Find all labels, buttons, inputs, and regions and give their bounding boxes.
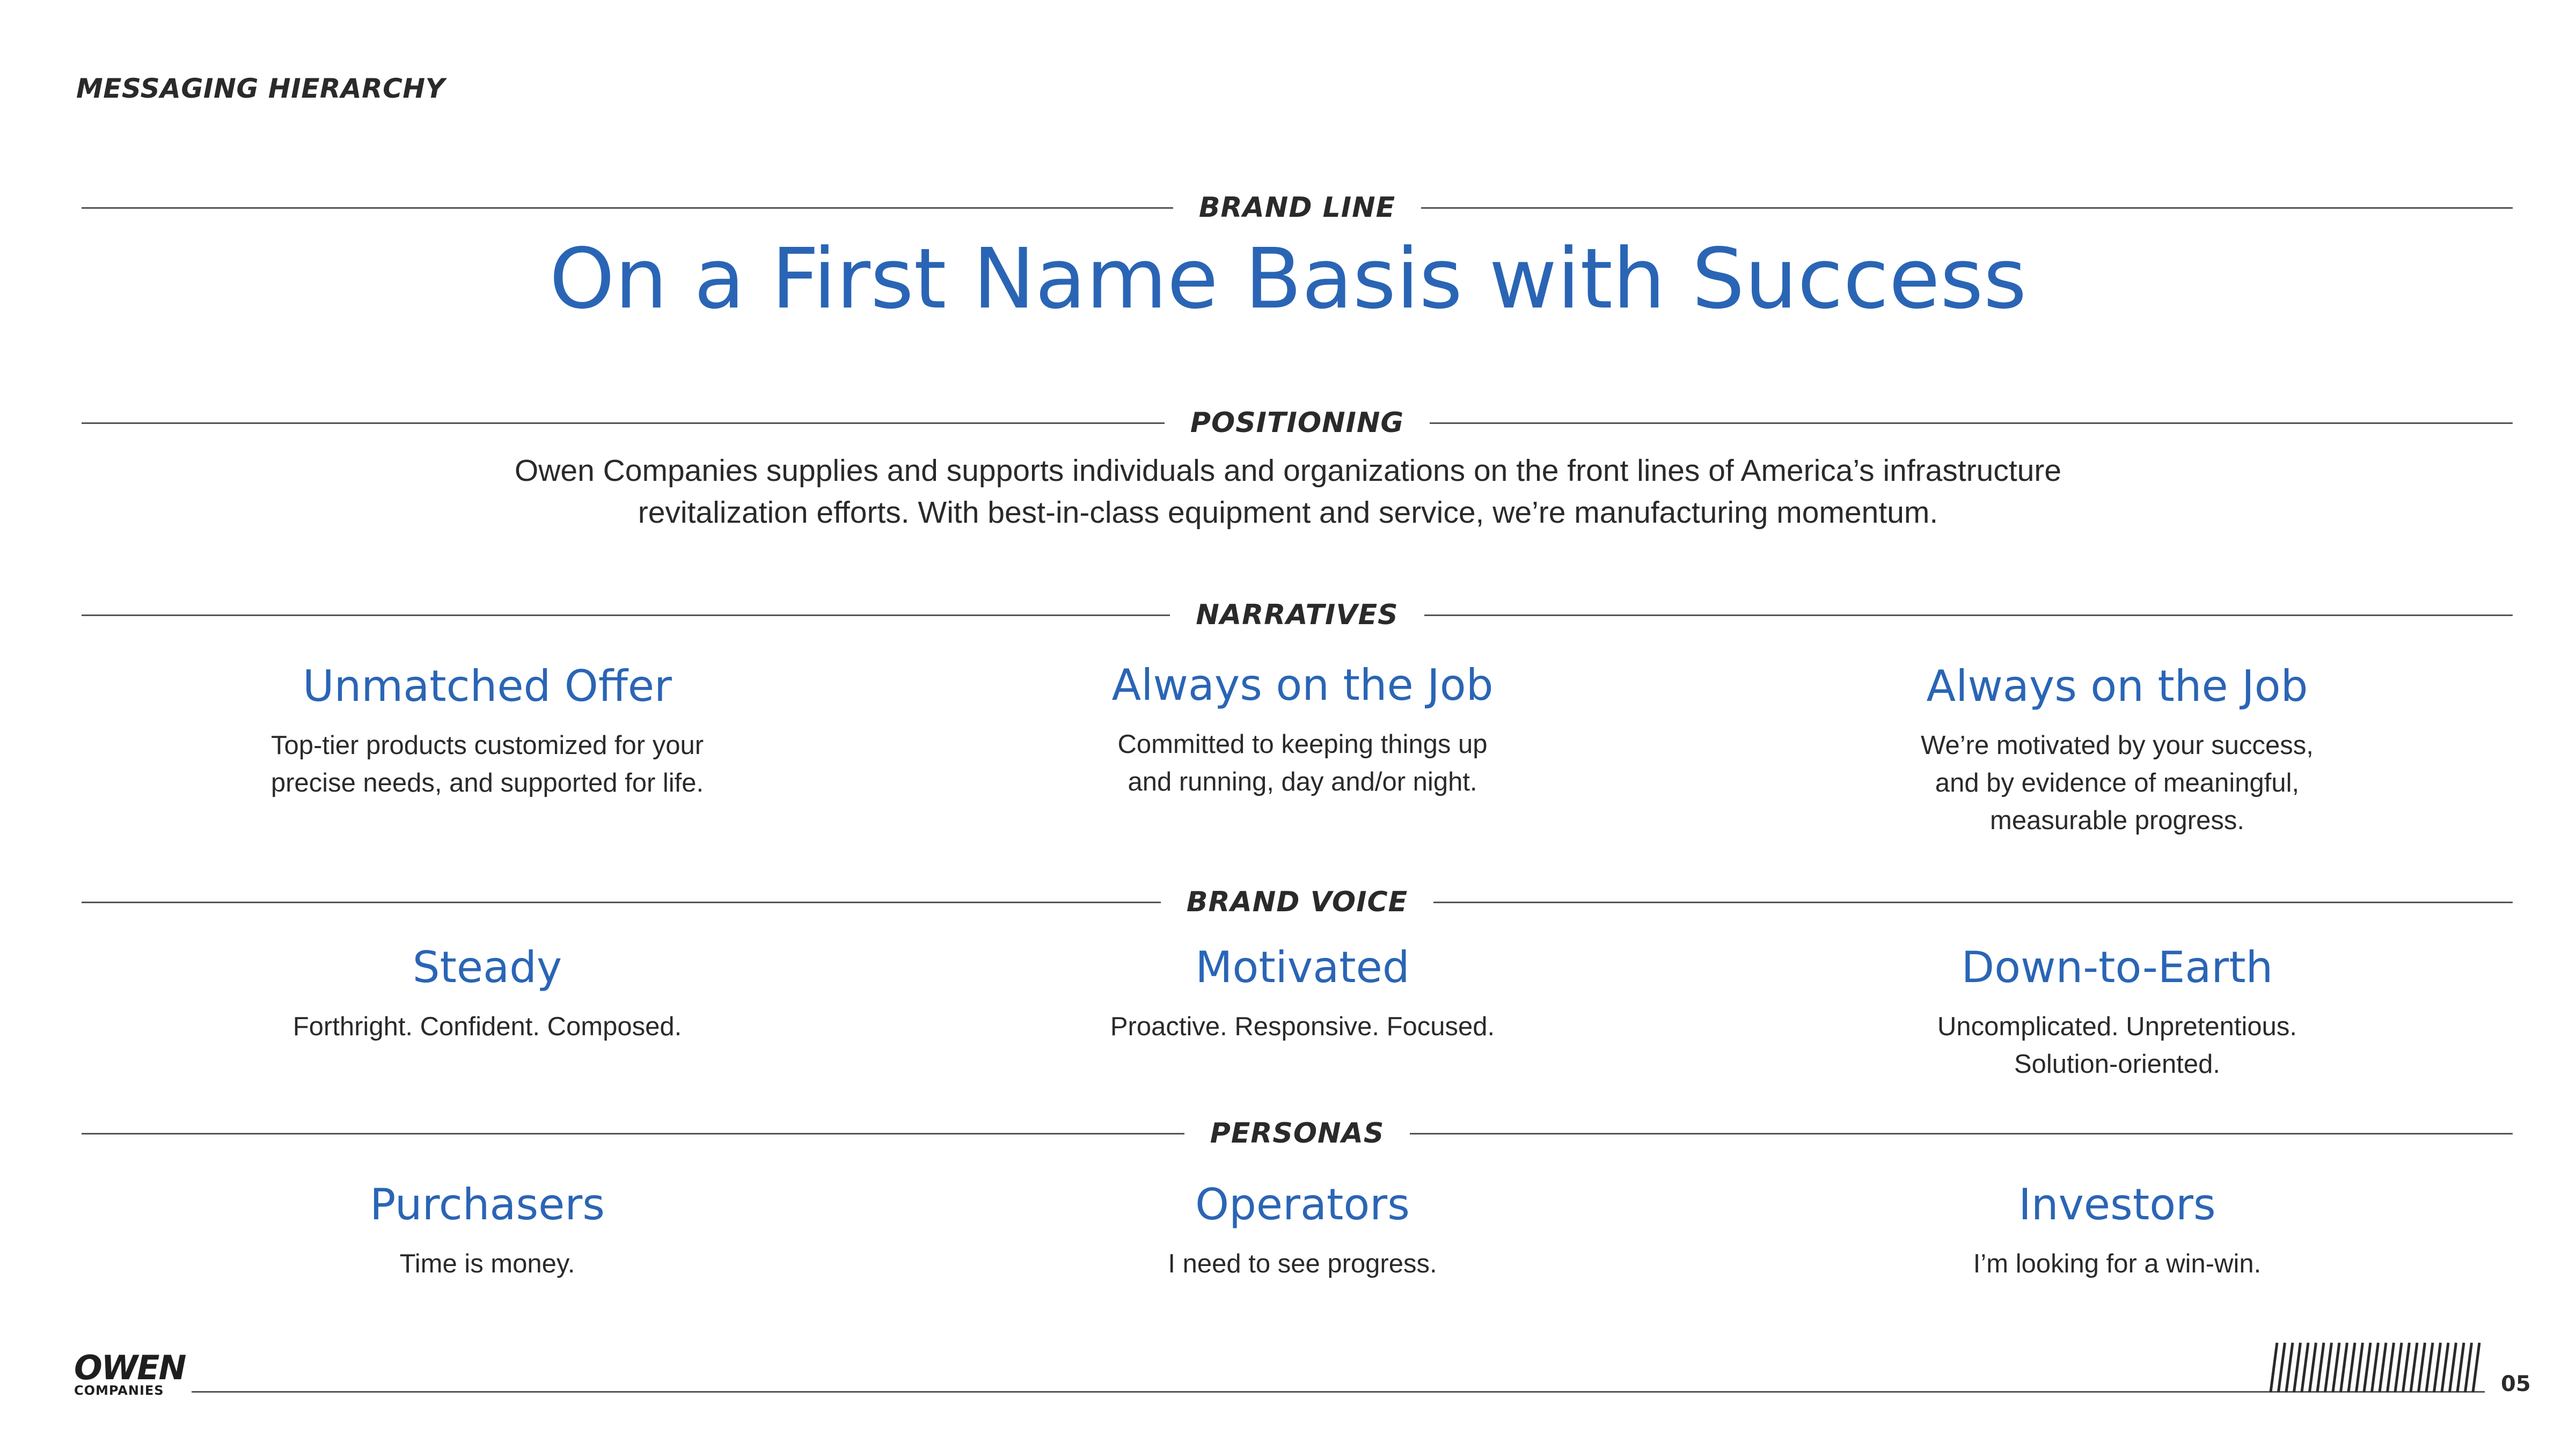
narrative-description: [165, 727, 809, 802]
narrative-line: and running, day and/or night.: [1128, 767, 1477, 796]
narrative-title: Always on the Job: [1926, 661, 2308, 711]
narrative-line: precise needs, and supported for life.: [270, 769, 704, 797]
persona-quote: [1795, 1245, 2439, 1283]
narrative-description: [980, 726, 1624, 801]
positioning-statement: [376, 450, 2200, 533]
persona-line: I’m looking for a win-win.: [1973, 1249, 2262, 1278]
narrative-line: Top-tier products customized for your: [270, 731, 704, 760]
persona-item: [980, 1178, 1624, 1283]
persona-title: Operators: [1195, 1180, 1410, 1230]
voice-item: [1795, 941, 2439, 1083]
page-number: 05: [2501, 1372, 2531, 1396]
narrative-line: measurable progress.: [1990, 806, 2244, 835]
positioning-label: POSITIONING: [82, 404, 2513, 442]
voice-line: Forthright. Confident. Composed.: [292, 1012, 682, 1041]
persona-item: [1795, 1178, 2439, 1283]
persona-title: Purchasers: [370, 1180, 605, 1230]
persona-line: Time is money.: [399, 1249, 575, 1278]
narratives-label: NARRATIVES: [82, 596, 2513, 634]
logo-wordmark: OWEN: [74, 1348, 186, 1387]
positioning-line: Owen Companies supplies and supports individuals and organizations on the front lines of America’s infrastructure: [514, 453, 2062, 488]
voice-item: [980, 941, 1624, 1045]
narrative-title: Always on the Job: [1111, 660, 1494, 710]
voice-line: Solution-oriented.: [2014, 1050, 2221, 1079]
voice-line: Uncomplicated. Unpretentious.: [1937, 1012, 2297, 1041]
personas-label: PERSONAS: [82, 1115, 2513, 1152]
footer-rule: [192, 1391, 2485, 1393]
logo-subtitle: COMPANIES: [74, 1383, 164, 1398]
voice-item: [165, 941, 809, 1045]
narrative-title: Unmatched Offer: [303, 661, 672, 711]
brand-line-text: On a First Name Basis with Success: [549, 230, 2027, 327]
persona-line: I need to see progress.: [1168, 1249, 1437, 1278]
hatch-decoration-icon: [2267, 1342, 2487, 1395]
page-title: MESSAGING HIERARCHY: [76, 73, 445, 104]
persona-item: [165, 1178, 809, 1283]
narrative-item: [165, 660, 809, 802]
voice-description: [980, 1008, 1624, 1045]
brand-voice-label: BRAND VOICE: [82, 883, 2513, 921]
owen-companies-logo: [74, 1348, 186, 1398]
voice-description: [165, 1008, 809, 1045]
positioning-line: revitalization efforts. With best-in-class equipment and service, we’re manufacturing momentum.: [638, 495, 1938, 530]
voice-line: Proactive. Responsive. Focused.: [1110, 1012, 1495, 1041]
brand-line-label: BRAND LINE: [82, 189, 2513, 226]
persona-quote: [980, 1245, 1624, 1283]
voice-description: [1795, 1008, 2439, 1083]
persona-quote: [165, 1245, 809, 1283]
voice-title: Down-to-Earth: [1961, 942, 2273, 992]
narrative-line: We’re motivated by your success,: [1921, 731, 2314, 760]
narrative-line: Committed to keeping things up: [1117, 730, 1488, 759]
voice-title: Motivated: [1195, 942, 1410, 992]
narrative-description: [1795, 727, 2439, 839]
narrative-line: and by evidence of meaningful,: [1935, 769, 2300, 797]
narrative-item: [980, 658, 1624, 801]
narrative-item: [1795, 660, 2439, 839]
voice-title: Steady: [412, 942, 562, 992]
persona-title: Investors: [2018, 1180, 2216, 1230]
